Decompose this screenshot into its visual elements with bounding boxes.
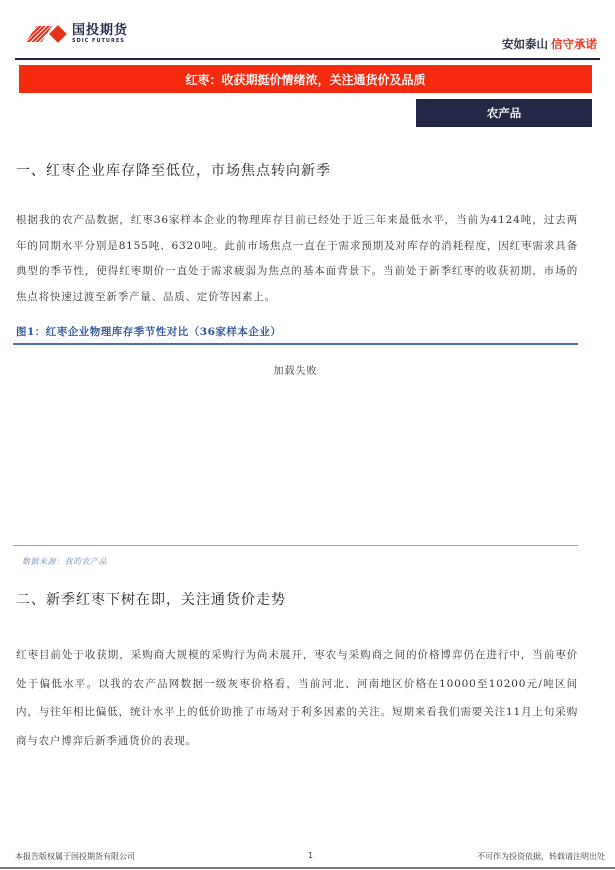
footer-page-number: 1 — [308, 851, 314, 860]
category-tag — [416, 99, 592, 127]
report-title: 红枣：收获期挺价情绪浓，关注通货价及品质 — [185, 72, 426, 87]
category-label: 农产品 — [486, 106, 522, 120]
figure-source: 数据来源：我的农产品 — [22, 557, 107, 566]
section-heading-2: 二、新季红枣下树在即，关注通货价走势 — [16, 592, 286, 608]
logo-name-cn: 国投期货 — [72, 23, 129, 38]
sdic-logo-icon — [26, 24, 68, 44]
logo-stripes-shape — [26, 26, 52, 42]
slogan-part2: 信守承诺 — [551, 37, 597, 51]
header-divider — [15, 58, 600, 60]
footer-divider — [0, 867, 615, 869]
company-slogan — [502, 36, 597, 52]
company-logo — [26, 24, 128, 44]
figure-load-failed-text: 加载失败 — [273, 366, 318, 377]
logo-text — [72, 24, 128, 44]
logo-diamond-shape — [49, 25, 67, 43]
report-title-banner — [19, 65, 592, 93]
section-paragraph-1: 根据我的农产品数据，红枣36家样本企业的物理库存目前已经处于近三年来最低水平，当前为4124吨，过去两年的同期水平分别是8155吨、6320吨。此前市场焦点一直在于需求预期及对库存的消耗程度，因红枣需求具备典型的季节性，使得红枣期价一直处于需求疲弱为焦点的基本面背景下。当前处于新季红枣的收获初期，市场的焦点将快速过渡至新季产量、品质、定价等因素上。 — [16, 214, 578, 303]
slogan-part1: 安如泰山 — [502, 37, 548, 51]
section-heading-1: 一、红枣企业库存降至低位，市场焦点转向新季 — [16, 163, 331, 179]
logo-name-en: SDIC FUTURES — [72, 38, 125, 44]
figure-image-area — [13, 345, 578, 545]
figure-caption: 图1：红枣企业物理库存季节性对比（36家样本企业） — [16, 326, 282, 338]
footer-copyright: 本报告版权属于国投期货有限公司 — [15, 852, 135, 861]
section-paragraph-2: 红枣目前处于收获期，采购商大规模的采购行为尚未展开，枣农与采购商之间的价格博弈仍在进行中，当前枣价处于偏低水平。以我的农产品网数据一级灰枣价格看，当前河北、河南地区价格在10000至10200元/吨区间内，与往年相比偏低，统计水平上的低价助推了市场对于利多因素的关注。短期来看我们需要关注11月上旬采购商与农户博弈后新季通货价的表现。 — [16, 649, 578, 747]
footer-disclaimer: 不可作为投资依据，转载请注明出处 — [477, 852, 605, 861]
figure-bottom-rule — [13, 545, 578, 546]
